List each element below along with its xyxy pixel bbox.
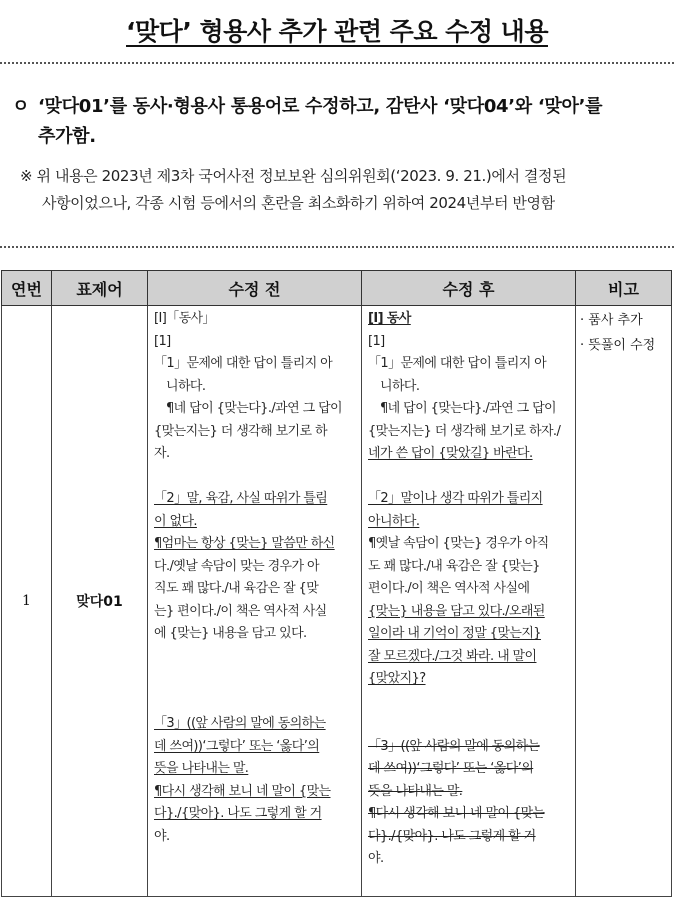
row-number: 1 (2, 306, 52, 897)
before-line-underlined: 다}./{맞아}. 나도 그렇게 할 거 (154, 806, 322, 821)
before-line-underlined: 뜻을 나타내는 말. (154, 761, 249, 776)
before-line-underlined: 데 쓰여))‘그렇다’ 또는 ‘옳다’의 (154, 738, 320, 754)
after-line-struck: 데 쓰여))‘그렇다’ 또는 ‘옳다’의 (368, 761, 534, 776)
before-cell (148, 306, 362, 897)
document-title: ‘맞다’ 형용사 추가 관련 주요 수정 내용 (126, 17, 548, 46)
main-bullet (12, 92, 668, 152)
before-line-underlined: 이 없다. (154, 513, 197, 529)
before-line-underlined: 「3」((앞 사람의 말에 동의하는 (154, 716, 326, 731)
after-line: {맞는지는} 더 생각해 보기로 하자./ (368, 423, 561, 439)
revision-table (1, 270, 672, 897)
remark-item: · 뜻풀이 수정 (580, 338, 656, 353)
after-line: 편이다./이 책은 역사적 사실에 (368, 581, 530, 596)
after-line-underlined: 「2」말이나 생각 따위가 틀리지 (368, 491, 543, 506)
after-line-struck: 뜻을 나타내는 말. (368, 783, 463, 799)
after-line: 도 꽤 많다./내 육감은 잘 {맞는} (368, 558, 540, 574)
before-line: 에 {맞는} 내용을 담고 있다. (154, 626, 307, 641)
reference-note (20, 163, 670, 217)
after-line: 야. (368, 851, 384, 866)
after-line-underlined: 잘 모르겠다./그것 봐라. 내 말이 (368, 648, 537, 664)
after-line: ¶옛날 속담이 {맞는} 경우가 아직 (368, 536, 549, 551)
after-line-struck: 「3」((앞 사람의 말에 동의하는 (368, 738, 540, 754)
after-line-underlined: 일이라 내 기억이 정말 {맞는지} (368, 626, 541, 641)
before-line: {맞는지는} 더 생각해 보기로 하 (154, 423, 327, 439)
before-line-underlined: 「2」말, 육감, 사실 따위가 틀림 (154, 491, 328, 506)
after-cell (362, 306, 576, 897)
before-line: 자. (154, 446, 170, 461)
after-line-underlined: {맞는} 내용을 담고 있다./오래된 (368, 603, 545, 619)
after-line: ¶네 답이 {맞는다}./과연 그 답이 (380, 401, 556, 416)
note-line-2: 사항이었으나, 각종 시험 등에서의 혼란을 최소화하기 위하여 2024년부터 반영함 (42, 194, 555, 212)
before-line: 야. (154, 828, 170, 844)
before-line: 「1」문제에 대한 답이 틀리지 아 (154, 356, 333, 371)
before-line: 는} 편이다./이 책은 역사적 사실 (154, 603, 327, 619)
after-line-underlined: 아니하다. (368, 513, 420, 529)
before-line-underlined: ¶엄마는 항상 {맞는} 말씀만 하신 (154, 536, 335, 551)
table-header-row (2, 271, 672, 306)
before-line: [Ⅰ]「동사」 (154, 311, 215, 326)
before-line: 다./옛날 속담이 맞는 경우가 아 (154, 558, 319, 574)
remarks-cell (576, 306, 672, 897)
header-before: 수정 전 (148, 271, 362, 306)
after-line-underlined: {맞았지}? (368, 671, 426, 686)
circle-bullet-icon: ㅇ (12, 96, 30, 117)
remark-item: · 품사 추가 (580, 313, 643, 328)
before-line: 직도 꽤 많다./내 육감은 잘 {맞 (154, 581, 319, 596)
header-after: 수정 후 (362, 271, 576, 306)
header-number: 연번 (2, 271, 52, 306)
before-line: [1] (154, 333, 171, 349)
dotted-divider-bottom (0, 246, 674, 248)
before-line: 니하다. (166, 378, 206, 394)
after-line-underlined: 네가 쓴 답이 {맞았길} 바란다. (368, 446, 533, 461)
after-line: 니하다. (380, 378, 420, 394)
before-line: ¶네 답이 {맞는다}./과연 그 답이 (166, 401, 342, 416)
before-line-underlined: ¶다시 생각해 보니 네 말이 {맞는 (154, 783, 331, 799)
after-line-struck: ¶다시 생각해 보니 네 말이 {맞는 (368, 806, 545, 821)
table-row (2, 306, 672, 897)
header-remarks: 비고 (576, 271, 672, 306)
after-line: 「1」문제에 대한 답이 틀리지 아 (368, 356, 547, 371)
header-headword: 표제어 (52, 271, 148, 306)
after-line-underlined: [Ⅰ] 동사 (368, 311, 411, 326)
bullet-text-line-2: 추가함. (38, 126, 96, 147)
after-line: [1] (368, 333, 385, 349)
row-headword: 맞다01 (52, 306, 148, 897)
bullet-text-line-1: ‘맞다01’를 동사·형용사 통용어로 수정하고, 감탄사 ‘맞다04’와 ‘맞아’를 (38, 96, 603, 117)
after-line-struck: 다}./{맞아}. 나도 그렇게 할 거 (368, 828, 536, 844)
note-line-1: ※ 위 내용은 2023년 제3차 국어사전 정보보완 심의위원회(‘2023. 9. 21.)에서 결정된 (20, 167, 567, 185)
dotted-divider-top (0, 62, 674, 64)
